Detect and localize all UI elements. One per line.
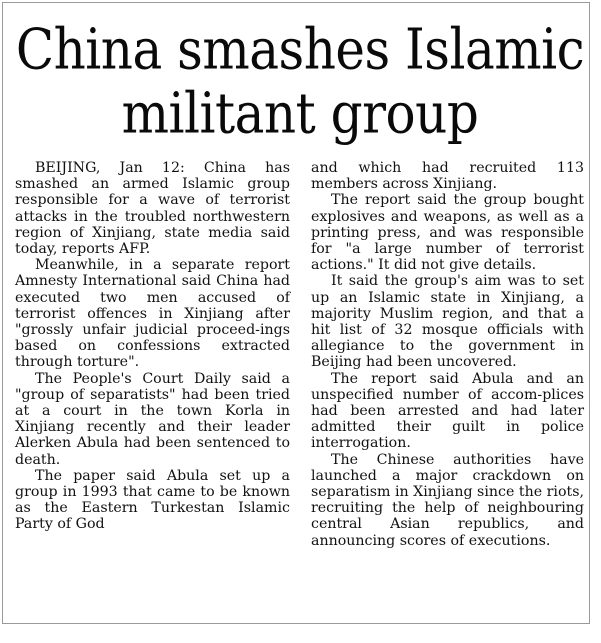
- headline-line-2: militant group: [121, 80, 479, 146]
- article-paragraph: The People's Court Daily said a "group of separatists" had been tried at a court in the town Korla in Xinjiang recently and their leader Alerken Abula had been sentenced to death.: [15, 370, 290, 468]
- article-paragraph: It said the group's aim was to set up an Islamic state in Xinjiang, a majority Muslim region, and that a hit list of 32 mosque officials with allegiance to the government in Beijing had been uncovered.: [311, 273, 584, 371]
- article-column-right: [311, 160, 584, 549]
- article-paragraph: The Chinese authorities have launched a major crackdown on separatism in Xinjiang since the riots, recruiting the help of neighbouring central Asian republics, and announcing scores of executions.: [311, 451, 584, 549]
- article-paragraph: The report said Abula and an unspecified number of accom-plices had been arrested and had later admitted their guilt in police interrogation.: [311, 370, 584, 452]
- article-column-left: [15, 160, 290, 533]
- article-paragraph: Meanwhile, in a separate report Amnesty International said China had executed two men accused of terrorist offences in Xinjiang after "grossly unfair judicial proceed-ings based on confessions extracted through torture".: [15, 257, 290, 371]
- article-paragraph: The paper said Abula set up a group in 1993 that came to be known as the Eastern Turkestan Islamic Party of God: [15, 467, 290, 533]
- article-paragraph: The report said the group bought explosives and weapons, as well as a printing press, and was responsible for "a large number of terrorist actions." It did not give details.: [311, 192, 584, 274]
- article-paragraph-continuation: and which had recruited 113 members across Xinjiang.: [311, 160, 584, 193]
- headline-line-1: China smashes Islamic: [15, 16, 585, 82]
- article-paragraph: BEIJING, Jan 12: China has smashed an armed Islamic group responsible for a wave of terrorist attacks in the troubled northwestern region of Xinjiang, state media said today, reports AFP.: [15, 160, 290, 258]
